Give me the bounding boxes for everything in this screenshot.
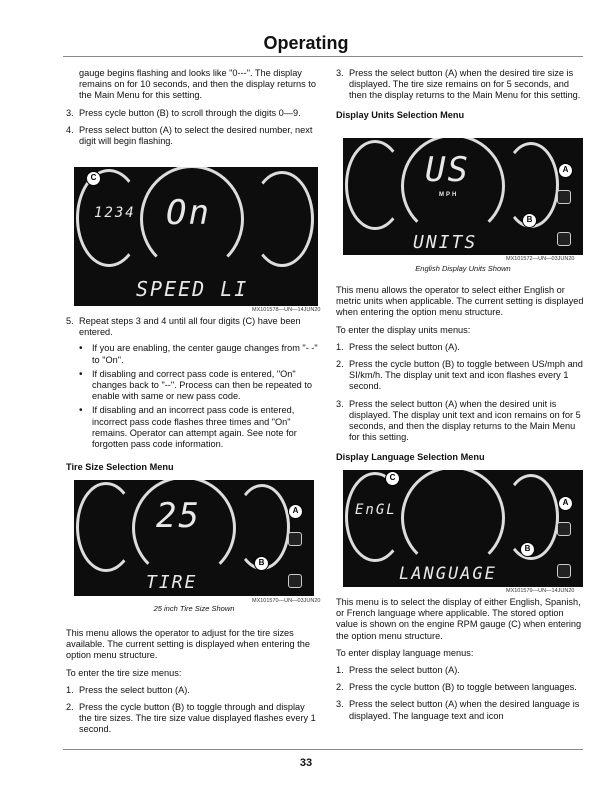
- left-gauge-value: 1234: [94, 205, 136, 221]
- step-item: 1. Press the select button (A).: [336, 665, 460, 676]
- left-column-top: [66, 68, 320, 153]
- select-button-a[interactable]: [557, 522, 571, 536]
- step-item: 2. Press the cycle button (B) to toggle through and display the tire sizes. The tire size value displayed flashes every 1 second.: [66, 702, 316, 735]
- units-paragraph: This menu allows the operator to select either English or metric units when applicable. The current setting is displayed when entering the option menu structure.: [336, 285, 584, 318]
- left-column-middle: [66, 316, 320, 453]
- cycle-button-b[interactable]: [557, 564, 571, 578]
- tire-paragraph: This menu allows the operator to adjust for the tire sizes available. The current setting is displayed when entering the option menu structure.: [66, 628, 310, 661]
- right-gauge-arc: [250, 171, 314, 267]
- bottom-text: LANGUAGE: [399, 564, 497, 584]
- display-units-heading: Display Units Selection Menu: [336, 109, 465, 120]
- bullet-item: • If disabling and an incorrect pass code is entered, incorrect pass code flashes three times and "On" remains. Operator can attempt again. See note for forgotten pass code information.: [79, 405, 297, 450]
- tire-intro: To enter the tire size menus:: [66, 667, 182, 678]
- center-gauge-value: US: [425, 150, 470, 190]
- step-item: 3. Press the select button (A) when the desired tire size is displayed. The tire size remains on for 5 seconds, and then the display returns to the Main Menu for this setting.: [336, 68, 581, 101]
- callout-a: A: [558, 496, 573, 511]
- header-rule: [63, 56, 583, 57]
- step-item: 3. Press the select button (A) when the desired language is displayed. The language text and icon: [336, 699, 580, 721]
- figure-code: MX101578—UN—14JUN20: [252, 307, 321, 313]
- callout-c: C: [86, 171, 101, 186]
- bottom-text: SPEED LI: [136, 277, 249, 301]
- language-paragraph: This menu is to select the display of either English, Spanish, or French language where applicable. The stored option value is shown on the engine RPM gauge (C) when entering the option menu structure.: [336, 597, 582, 641]
- intro-paragraph: gauge begins flashing and looks like "0---". The display remains on for 10 seconds, and then the display returns to the Main Menu for this setting.: [79, 68, 316, 101]
- language-intro: To enter display language menus:: [336, 647, 474, 658]
- step-item: 3. Press the select button (A) when the desired unit is displayed. The display unit text and icon remains on for 5 seconds, and then the display returns to the Main Menu for this setting.: [336, 398, 581, 443]
- figure-code: MX101572—UN—03JUN20: [506, 256, 575, 262]
- left-gauge-arc: [345, 140, 405, 230]
- units-intro: To enter the display units menus:: [336, 324, 471, 335]
- tire-size-display-figure: [74, 480, 314, 596]
- right-column-middle: [336, 285, 586, 470]
- left-gauge-arc: [76, 482, 136, 572]
- select-button-a[interactable]: [557, 190, 571, 204]
- step-item: 2. Press the cycle button (B) to toggle between languages.: [336, 682, 577, 693]
- figure-caption: 25 inch Tire Size Shown: [153, 604, 235, 613]
- display-units-figure: [343, 138, 583, 255]
- step-item: 1. Press the select button (A).: [336, 341, 460, 352]
- callout-b: B: [520, 542, 535, 557]
- bullet-item: • If disabling and correct pass code is entered, "On" changes back to "--". Process can then be repeated to enable with same or new pass code.: [79, 368, 313, 402]
- bottom-text: TIRE: [146, 572, 198, 593]
- left-gauge-value: EnGL: [355, 502, 397, 518]
- step-item: 4. Press select button (A) to select the desired number, next digit will begin flashing.: [66, 124, 313, 147]
- speed-limit-display-figure: [74, 167, 318, 306]
- center-gauge-value: On: [166, 193, 211, 233]
- right-column-bottom: [336, 597, 586, 728]
- tire-size-heading: Tire Size Selection Menu: [66, 462, 174, 472]
- step-item: 5. Repeat steps 3 and 4 until all four digits (C) have been entered.: [66, 316, 301, 338]
- left-column-bottom: [66, 628, 320, 742]
- callout-a: A: [288, 504, 303, 519]
- center-gauge-arc: [401, 470, 505, 570]
- footer-rule: [63, 749, 583, 750]
- callout-b: B: [522, 213, 537, 228]
- center-gauge-value: 25: [156, 496, 201, 536]
- cycle-button-b[interactable]: [288, 574, 302, 588]
- callout-c: C: [385, 471, 400, 486]
- figure-caption: English Display Units Shown: [415, 264, 511, 273]
- figure-code: MX101570—UN—03JUN20: [252, 598, 321, 604]
- page-title: Operating: [263, 33, 349, 53]
- cycle-button-b[interactable]: [557, 232, 571, 246]
- bullet-item: • If you are enabling, the center gauge changes from "- -" to "On".: [79, 343, 318, 365]
- display-language-figure: [343, 470, 583, 587]
- step-item: 2. Press the cycle button (B) to toggle between US/mph and SI/km/h. The display unit text and icon flashes every 1 second.: [336, 359, 583, 392]
- center-gauge-unit: MPH: [439, 192, 459, 198]
- right-column-top: [336, 68, 586, 127]
- page-number: 33: [299, 757, 313, 769]
- step-item: 3. Press cycle button (B) to scroll through the digits 0—9.: [66, 107, 301, 118]
- figure-code: MX101579—UN—14JUN20: [506, 588, 575, 594]
- bottom-text: UNITS: [413, 232, 478, 253]
- callout-b: B: [254, 556, 269, 571]
- step-item: 1. Press the select button (A).: [66, 684, 190, 695]
- display-language-heading: Display Language Selection Menu: [336, 452, 485, 463]
- callout-a: A: [558, 163, 573, 178]
- select-button-a[interactable]: [288, 532, 302, 546]
